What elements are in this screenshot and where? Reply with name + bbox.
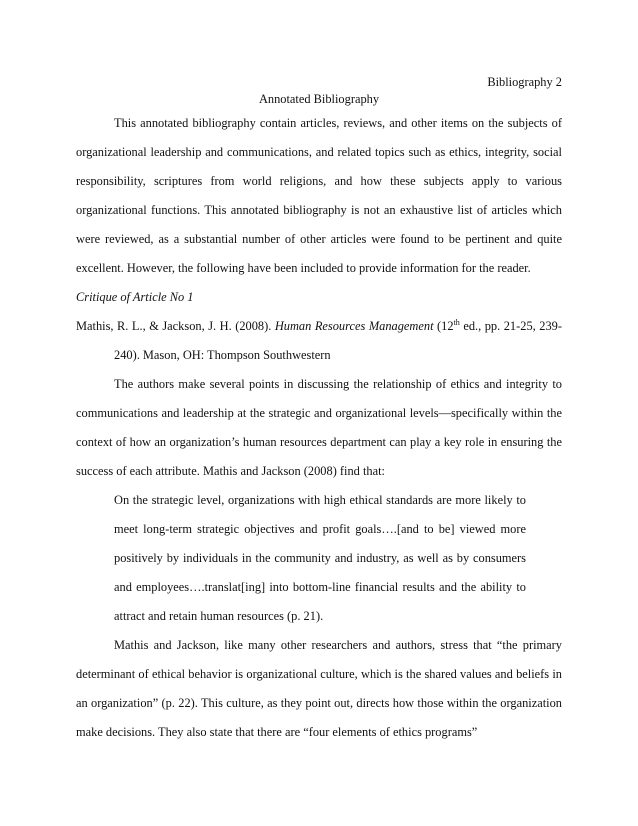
body-paragraph-1: The authors make several points in discussing the relationship of ethics and integrity to communications and leadership at the strategic and organizational levels—specifically within the context of how an organization’s human resources department can play a key role in ensuring the success of each attribute. Mathis and Jackson (2008) find that: [76, 377, 562, 478]
citation-authors: Mathis, R. L., & Jackson, J. H. (2008). [76, 319, 275, 333]
document-body [76, 109, 562, 747]
intro-paragraph: This annotated bibliography contain articles, reviews, and other items on the subjects of organizational leadership and communications, and related topics such as ethics, integrity, social responsibility, scriptures from world religions, and how these subjects apply to various organizational functions. This annotated bibliography is not an exhaustive list of articles which were reviewed, as a substantial number of other articles were found to be pertinent and quite excellent. However, the following have been included to provide information for the reader. [76, 116, 562, 275]
block-quote [76, 486, 562, 631]
body-paragraph-2: Mathis and Jackson, like many other researchers and authors, stress that “the primary determinant of ethical behavior is organizational culture, which is the shared values and beliefs in an organization” (p. 22). This culture, as they point out, directs how those within the organization make decisions. They also state that there are “four elements of ethics programs” [76, 638, 562, 739]
quote-line: attract and retain human resources (p. 21). [114, 609, 324, 623]
citation-edition-superscript: th [453, 318, 460, 327]
citation-rest: ed., pp. 21-25, 239-240). Mason, OH: Thompson Southwestern [114, 319, 562, 362]
running-head: Bibliography 2 [487, 75, 562, 89]
quote-line: On the strategic level, organizations with high ethical standards are more likely to [114, 493, 526, 507]
quote-line: and employees….translat[ing] into bottom-line financial results and the ability to [114, 580, 526, 594]
section-heading: Critique of Article No 1 [76, 290, 194, 304]
citation-edition: (12 [433, 319, 454, 333]
document-title: Annotated Bibliography [258, 92, 380, 106]
quote-line: positively by individuals in the community and industry, as well as by consumers [114, 551, 526, 565]
quote-line: meet long-term strategic objectives and profit goals….[and to be] viewed more [114, 522, 526, 536]
citation-book-title: Human Resources Management [274, 319, 434, 333]
citation-entry [76, 312, 562, 370]
